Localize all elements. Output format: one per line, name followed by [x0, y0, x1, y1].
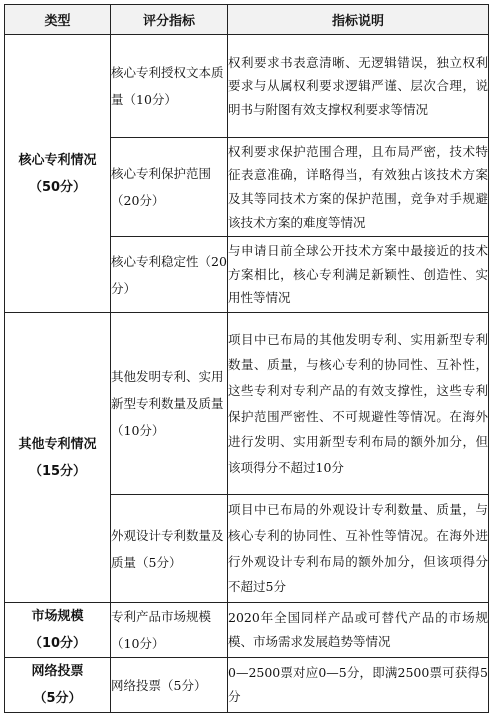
category-score: （10分） — [28, 636, 87, 651]
description-cell: 权利要求保护范围合理，且布局严密，技术特征表意准确，详略得当，有效独占该技术方案及其等同技术方案的保护范围，竞争对手规避该技术方案的难度等情况 — [228, 138, 489, 237]
indicator-cell: 专利产品市场规模（10分） — [111, 603, 228, 658]
category-score: （50分） — [28, 179, 87, 195]
description-cell: 权利要求书表意清晰、无逻辑错误，独立权利要求与从属权利要求逻辑严谨、层次合理，说明书与附图有效支撑权利要求等情况 — [228, 35, 489, 138]
category-label: 网络投票 — [31, 664, 84, 679]
indicator-cell: 核心专利稳定性（20分） — [111, 237, 228, 313]
description-cell: 2020年全国同样产品或可替代产品的市场规模、市场需求发展趋势等情况 — [228, 603, 489, 658]
header-row — [5, 5, 489, 35]
table-row — [5, 313, 489, 495]
category-other-patents — [5, 313, 111, 603]
evaluation-criteria-table — [4, 4, 489, 713]
table-row — [5, 603, 489, 658]
header-type: 类型 — [5, 5, 111, 35]
description-cell: 0—2500票对应0—5分，即满2500票可获得5分 — [228, 658, 489, 713]
indicator-cell: 核心专利保护范围（20分） — [111, 138, 228, 237]
category-label: 市场规模 — [31, 609, 84, 624]
table-row — [5, 35, 489, 138]
category-core-patents — [5, 35, 111, 313]
category-score: （15分） — [28, 463, 87, 479]
header-indicator: 评分指标 — [111, 5, 228, 35]
evaluation-table-container — [4, 4, 489, 713]
indicator-cell: 外观设计专利数量及质量（5分） — [111, 495, 228, 603]
category-score: （5分） — [33, 691, 82, 706]
table-row — [5, 658, 489, 713]
category-online-voting — [5, 658, 111, 713]
indicator-cell: 核心专利授权文本质量（10分） — [111, 35, 228, 138]
category-market-size — [5, 603, 111, 658]
description-cell: 项目中已布局的外观设计专利数量、质量，与核心专利的协同性、互补性等情况。在海外进行外观设计专利布局的额外加分，但该项得分不超过5分 — [228, 495, 489, 603]
description-cell: 项目中已布局的其他发明专利、实用新型专利数量、质量，与核心专利的协同性、互补性，这些专利对专利产品的有效支撑性，这些专利保护范围严密性、不可规避性等情况。在海外进行发明、实用新型专利布局的额外加分，但该项得分不超过10分 — [228, 313, 489, 495]
indicator-cell: 其他发明专利、实用新型专利数量及质量（10分） — [111, 313, 228, 495]
header-description: 指标说明 — [228, 5, 489, 35]
category-label: 其他专利情况 — [18, 436, 97, 452]
description-cell: 与申请日前全球公开技术方案中最接近的技术方案相比，核心专利满足新颖性、创造性、实用性等情况 — [228, 237, 489, 313]
indicator-cell: 网络投票（5分） — [111, 658, 228, 713]
category-label: 核心专利情况 — [18, 152, 97, 168]
